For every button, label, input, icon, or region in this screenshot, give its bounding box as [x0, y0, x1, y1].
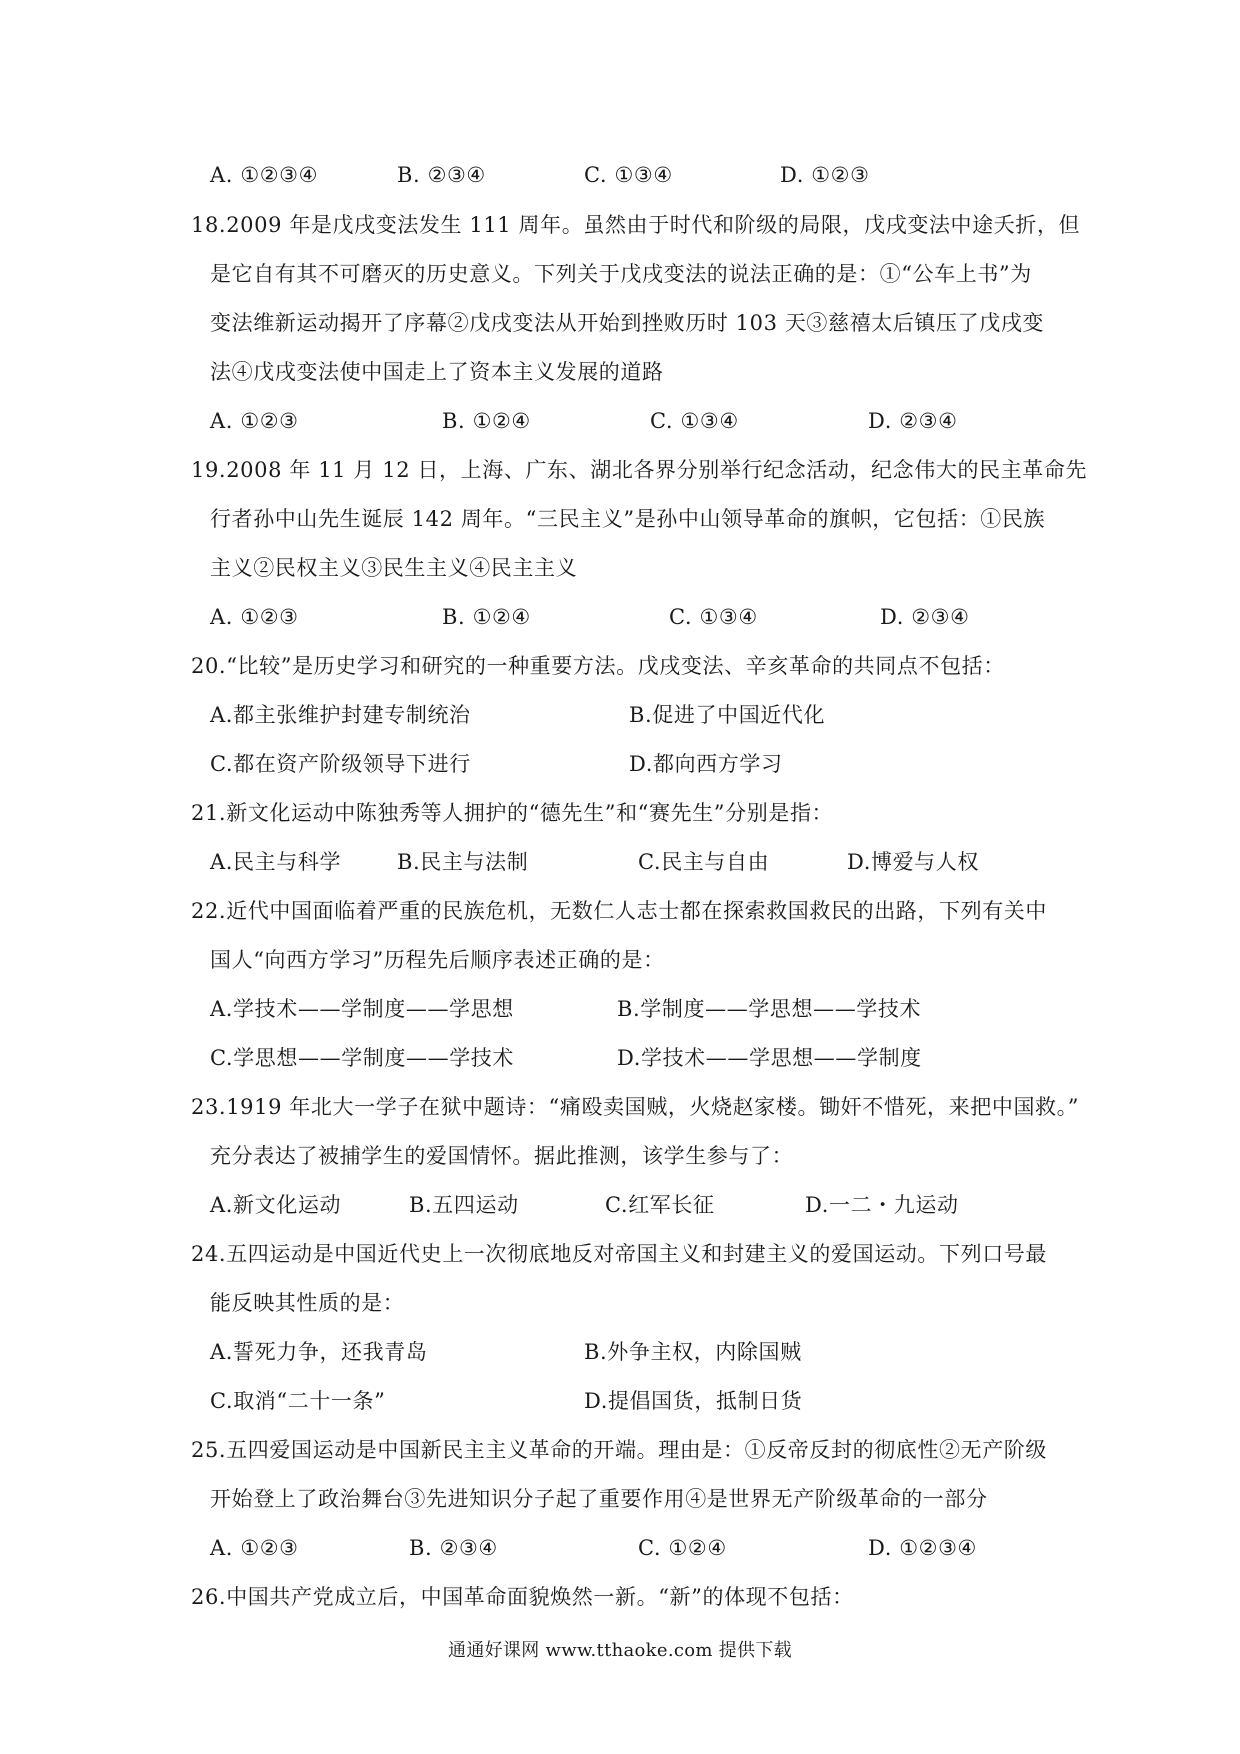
q23-option-d: D.一二・九运动 [805, 1193, 959, 1217]
q22-option-a: A.学技术——学制度——学思想 [210, 997, 514, 1021]
q23-option-b: B.五四运动 [409, 1193, 519, 1217]
q25-stem-line-2: 开始登上了政治舞台③先进知识分子起了重要作用④是世界无产阶级革命的一部分 [210, 1487, 988, 1511]
q18-option-b: B. ①②④ [442, 409, 531, 433]
q23-stem-line-1: 23.1919 年北大一学子在狱中题诗：“痛殴卖国贼，火烧赵家楼。锄奸不惜死，来把中国救。” [191, 1095, 1080, 1119]
q24-option-d: D.提倡国货，抵制日货 [584, 1389, 803, 1413]
q21-option-d: D.博爱与人权 [847, 850, 979, 874]
q20-option-c: C.都在资产阶级领导下进行 [210, 752, 471, 776]
q22-option-d: D.学技术——学思想——学制度 [617, 1046, 922, 1070]
q23-option-a: A.新文化运动 [210, 1193, 342, 1217]
q21-option-b: B.民主与法制 [397, 850, 529, 874]
q17-option-b: B. ②③④ [397, 163, 486, 187]
q22-stem-line-2: 国人“向西方学习”历程先后顺序表述正确的是： [210, 948, 665, 972]
q21-option-c: C.民主与自由 [638, 850, 770, 874]
q18-stem-line-3: 变法维新运动揭开了序幕②戊戌变法从开始到挫败历时 103 天③慈禧太后镇压了戊戌变 [210, 311, 1045, 335]
q24-option-c: C.取消“二十一条” [210, 1389, 386, 1413]
q24-option-b: B.外争主权，内除国贼 [584, 1340, 802, 1364]
q18-option-c: C. ①③④ [650, 409, 739, 433]
q18-stem-line-2: 是它自有其不可磨灭的历史意义。下列关于戊戌变法的说法正确的是：①“公车上书”为 [210, 262, 1032, 286]
q21-stem-line-1: 21.新文化运动中陈独秀等人拥护的“德先生”和“赛先生”分别是指： [191, 801, 834, 825]
q19-stem-line-3: 主义②民权主义③民生主义④民主主义 [210, 556, 578, 580]
q25-option-b: B. ②③④ [409, 1536, 498, 1560]
q22-option-c: C.学思想——学制度——学技术 [210, 1046, 514, 1070]
q19-option-a: A. ①②③ [210, 605, 299, 629]
q18-stem-line-4: 法④戊戌变法使中国走上了资本主义发展的道路 [210, 360, 664, 384]
q26-stem-line-1: 26.中国共产党成立后，中国革命面貌焕然一新。“新”的体现不包括： [191, 1585, 854, 1609]
q23-option-c: C.红军长征 [605, 1193, 715, 1217]
q23-stem-line-2: 充分表达了被捕学生的爱国情怀。据此推测，该学生参与了： [210, 1144, 794, 1168]
q25-option-c: C. ①②④ [638, 1536, 727, 1560]
q17-option-d: D. ①②③ [780, 163, 870, 187]
q18-option-d: D. ②③④ [868, 409, 958, 433]
q20-option-a: A.都主张维护封建专制统治 [210, 703, 471, 727]
q24-stem-line-1: 24.五四运动是中国近代史上一次彻底地反对帝国主义和封建主义的爱国运动。下列口号最 [191, 1242, 1047, 1266]
q20-stem-line-1: 20.“比较”是历史学习和研究的一种重要方法。戊戌变法、辛亥革命的共同点不包括： [191, 654, 1005, 678]
q18-option-a: A. ①②③ [210, 409, 299, 433]
q18-stem-line-1: 18.2009 年是戊戌变法发生 111 周年。虽然由于时代和阶级的局限，戊戌变法中途夭折，但 [191, 213, 1081, 237]
q24-stem-line-2: 能反映其性质的是： [210, 1291, 405, 1315]
q20-option-d: D.都向西方学习 [629, 752, 783, 776]
q25-option-d: D. ①②③④ [868, 1536, 977, 1560]
q17-option-c: C. ①③④ [584, 163, 673, 187]
q17-option-a: A. ①②③④ [210, 163, 319, 187]
q19-stem-line-2: 行者孙中山先生诞辰 142 周年。“三民主义”是孙中山领导革命的旗帜，它包括：①民族 [210, 507, 1046, 531]
q19-option-b: B. ①②④ [442, 605, 531, 629]
q19-option-c: C. ①③④ [669, 605, 758, 629]
q25-stem-line-1: 25.五四爱国运动是中国新民主主义革命的开端。理由是：①反帝反封的彻底性②无产阶级 [191, 1438, 1047, 1462]
q24-option-a: A.誓死力争，还我青岛 [210, 1340, 428, 1364]
q22-option-b: B.学制度——学思想——学技术 [617, 997, 922, 1021]
q21-option-a: A.民主与科学 [210, 850, 342, 874]
q19-stem-line-1: 19.2008 年 11 月 12 日，上海、广东、湖北各界分别举行纪念活动，纪念伟大的民主革命先 [191, 458, 1088, 482]
q20-option-b: B.促进了中国近代化 [629, 703, 826, 727]
q25-option-a: A. ①②③ [210, 1536, 299, 1560]
q19-option-d: D. ②③④ [880, 605, 970, 629]
q22-stem-line-1: 22.近代中国面临着严重的民族危机，无数仁人志士都在探索救国救民的出路，下列有关中 [191, 899, 1047, 923]
page-footer: 通通好课网 www.tthaoke.com 提供下载 [448, 1640, 792, 1661]
